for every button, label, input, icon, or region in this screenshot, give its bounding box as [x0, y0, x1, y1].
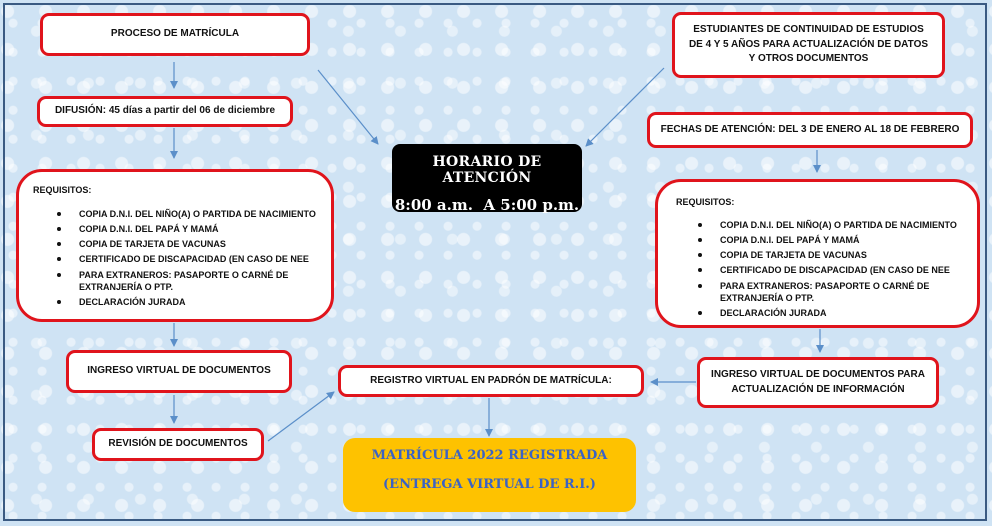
fechas-label: FECHAS DE ATENCIÓN: DEL 3 DE ENERO AL 18 DE FEBRERO: [660, 123, 960, 135]
arrow-revision-registro: [268, 392, 334, 441]
requisito-item: DECLARACIÓN JURADA: [698, 307, 974, 319]
horario-box: [392, 144, 582, 212]
requisito-item: PARA EXTRANEROS: PASAPORTE O CARNÉ DE EXTRANJERÍA O PTP.: [698, 280, 974, 304]
requisitos-left-box: [16, 169, 334, 322]
requisito-item: COPIA D.N.I. DEL NIÑO(A) O PARTIDA DE NACIMIENTO: [698, 219, 974, 231]
requisitos-left-list: [57, 208, 329, 311]
registro-box: [338, 365, 644, 397]
fechas-box: [647, 112, 973, 148]
requisito-item: DECLARACIÓN JURADA: [57, 296, 329, 308]
registro-label: REGISTRO VIRTUAL EN PADRÓN DE MATRÍCULA:: [370, 374, 612, 386]
requisito-item: COPIA DE TARJETA DE VACUNAS: [698, 249, 974, 261]
horario-hours: 8:00 a.m. A 5:00 p.m.: [394, 196, 580, 214]
final-line1: MATRÍCULA 2022 REGISTRADA: [371, 448, 608, 463]
requisito-item: COPIA D.N.I. DEL PAPÁ Y MAMÁ: [698, 234, 974, 246]
requisitos-right-box: [655, 179, 980, 328]
final-line2: (ENTREGA VIRTUAL DE R.I.): [383, 477, 596, 492]
estudiantes-label: ESTUDIANTES DE CONTINUIDAD DE ESTUDIOS DE 4 Y 5 AÑOS PARA ACTUALIZACIÓN DE DATOS Y OTROS DOCUMENTOS: [688, 24, 929, 65]
requisitos-right-list: [698, 219, 974, 322]
requisito-item: COPIA D.N.I. DEL PAPÁ Y MAMÁ: [57, 223, 329, 235]
difusion-label: DIFUSIÓN: 45 días a partir del 06 de diciembre: [54, 105, 276, 117]
requisito-item: COPIA DE TARJETA DE VACUNAS: [57, 238, 329, 250]
arrow-proceso-horario: [318, 70, 378, 144]
ingreso-left-label: INGRESO VIRTUAL DE DOCUMENTOS: [87, 365, 271, 377]
matricula-registrada-box: [343, 438, 636, 512]
ingreso-right-box: [697, 357, 939, 408]
horario-title: HORARIO DE ATENCIÓN: [432, 154, 542, 186]
revision-box: [92, 428, 264, 461]
proceso-box: [40, 13, 310, 56]
difusion-box: [37, 96, 293, 127]
requisitos-left-title: REQUISITOS:: [33, 185, 92, 195]
ingreso-left-box: [66, 350, 292, 393]
requisito-item: COPIA D.N.I. DEL NIÑO(A) O PARTIDA DE NACIMIENTO: [57, 208, 329, 220]
requisito-item: CERTIFICADO DE DISCAPACIDAD (EN CASO DE NEE: [698, 264, 974, 276]
estudiantes-box: [672, 12, 945, 78]
ingreso-right-label: INGRESO VIRTUAL DE DOCUMENTOS PARA ACTUALIZACIÓN DE INFORMACIÓN: [711, 369, 925, 395]
requisito-item: PARA EXTRANEROS: PASAPORTE O CARNÉ DE EXTRANJERÍA O PTP.: [57, 269, 329, 293]
proceso-label: PROCESO DE MATRÍCULA: [110, 28, 240, 40]
requisitos-right-title: REQUISITOS:: [676, 197, 735, 207]
requisito-item: CERTIFICADO DE DISCAPACIDAD (EN CASO DE NEE: [57, 253, 329, 265]
revision-label: REVISIÓN DE DOCUMENTOS: [108, 438, 248, 450]
